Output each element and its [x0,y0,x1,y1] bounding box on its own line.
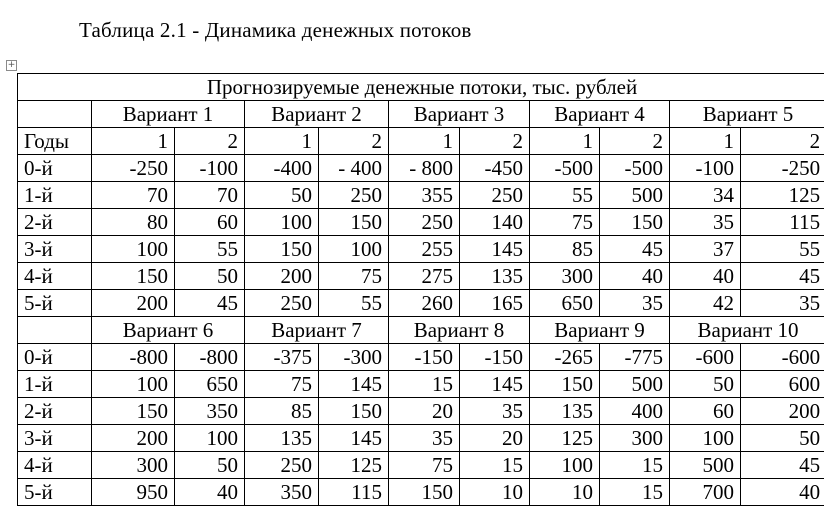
year-label: 1-й [18,371,92,398]
cash-flow-cell: 150 [319,398,389,425]
cash-flow-cell: 42 [670,290,741,317]
cash-flow-cell: 35 [670,209,741,236]
cash-flow-cell: 400 [600,398,670,425]
cash-flow-cell: -250 [92,155,175,182]
option-subheader: 2 [600,128,670,155]
table-row [18,398,824,425]
cash-flow-cell: 150 [530,371,600,398]
cash-flow-cell: 45 [175,290,245,317]
cash-flow-cell: -100 [670,155,741,182]
cash-flow-cell: 10 [460,479,530,506]
cash-flow-cell: 250 [245,290,319,317]
empty-header-cell [18,317,92,344]
cash-flow-cell: 350 [245,479,319,506]
table-row [18,479,824,506]
variant-header: Вариант 6 [92,317,245,344]
cash-flow-cell: 135 [460,263,530,290]
cash-flow-cell: 150 [600,209,670,236]
cash-flow-cell: 125 [319,452,389,479]
cash-flow-cell: 45 [741,263,824,290]
empty-header-cell [18,101,92,128]
cash-flow-cell: 45 [600,236,670,263]
cash-flow-cell: -100 [175,155,245,182]
cash-flow-cell: 15 [389,371,460,398]
cash-flow-cell: 40 [175,479,245,506]
cash-flow-cell: 75 [530,209,600,236]
year-label: 5-й [18,290,92,317]
cash-flow-cell: - 400 [319,155,389,182]
cash-flow-cell: -500 [530,155,600,182]
cash-flow-cell: 60 [175,209,245,236]
variant-header: Вариант 9 [530,317,670,344]
cash-flow-cell: 50 [175,263,245,290]
variant-header: Вариант 10 [670,317,824,344]
table-move-handle-icon[interactable]: + [7,60,16,70]
cash-flow-cell: 85 [245,398,319,425]
variant-header: Вариант 3 [389,101,530,128]
cash-flow-cell: -250 [741,155,824,182]
cash-flow-cell: 200 [92,425,175,452]
year-label: 4-й [18,263,92,290]
table-row [18,155,824,182]
option-subheader: 1 [670,128,741,155]
cash-flow-cell: 500 [600,371,670,398]
cash-flow-cell: 260 [389,290,460,317]
cash-flow-cell: 150 [389,479,460,506]
cash-flow-cell: 55 [319,290,389,317]
cash-flow-cell: 80 [92,209,175,236]
cash-flow-cell: 250 [460,182,530,209]
cash-flow-cell: 145 [460,371,530,398]
cash-flow-cell: 275 [389,263,460,290]
cash-flow-cell: -600 [670,344,741,371]
year-label: 1-й [18,182,92,209]
table-title: Прогнозируемые денежные потоки, тыс. рублей [18,74,824,101]
variant-header: Вариант 7 [245,317,389,344]
cash-flow-cell: 145 [319,425,389,452]
cash-flow-cell: 75 [245,371,319,398]
variant-header: Вариант 1 [92,101,245,128]
option-subheader: 1 [389,128,460,155]
cash-flow-cell: 70 [92,182,175,209]
cash-flow-cell: 165 [460,290,530,317]
table-row [18,182,824,209]
cash-flow-cell: -800 [92,344,175,371]
cash-flow-cell: 200 [92,290,175,317]
cash-flow-cell: 250 [319,182,389,209]
cash-flow-cell: 20 [460,425,530,452]
cash-flow-cell: 55 [175,236,245,263]
cash-flow-cell: 650 [530,290,600,317]
cash-flow-cell: 125 [741,182,824,209]
cash-flow-cell: -800 [175,344,245,371]
cash-flow-cell: 125 [530,425,600,452]
cash-flow-cell: 15 [600,452,670,479]
cash-flow-cell: 350 [175,398,245,425]
table-row [18,425,824,452]
cash-flow-cell: 20 [389,398,460,425]
cash-flow-cell: 35 [389,425,460,452]
cash-flow-cell: 37 [670,236,741,263]
table-row [18,371,824,398]
table-row [18,344,824,371]
cash-flow-cell: 250 [389,209,460,236]
option-subheader: 2 [319,128,389,155]
table-caption: Таблица 2.1 - Динамика денежных потоков [79,18,472,42]
cash-flow-cell: 150 [319,209,389,236]
table-row [18,236,824,263]
cash-flow-cell: 500 [600,182,670,209]
cash-flow-cell: 70 [175,182,245,209]
cash-flow-cell: 55 [741,236,824,263]
cash-flow-cell: 60 [670,398,741,425]
cash-flow-cell: 145 [319,371,389,398]
cash-flow-table [17,73,824,506]
cash-flow-cell: 600 [741,371,824,398]
year-label: 2-й [18,398,92,425]
cash-flow-cell: -450 [460,155,530,182]
cash-flow-cell: 40 [670,263,741,290]
cash-flow-cell: 15 [460,452,530,479]
cash-flow-cell: -775 [600,344,670,371]
cash-flow-cell: 50 [175,452,245,479]
cash-flow-cell: - 800 [389,155,460,182]
cash-flow-cell: 35 [460,398,530,425]
cash-flow-cell: 55 [530,182,600,209]
option-subheader: 1 [530,128,600,155]
cash-flow-cell: 34 [670,182,741,209]
cash-flow-cell: 115 [319,479,389,506]
variant-header: Вариант 5 [670,101,824,128]
cash-flow-cell: 355 [389,182,460,209]
cash-flow-cell: 100 [319,236,389,263]
cash-flow-cell: 100 [175,425,245,452]
cash-flow-cell: 50 [670,371,741,398]
cash-flow-cell: 150 [92,398,175,425]
cash-flow-cell: 500 [670,452,741,479]
table-row [18,263,824,290]
cash-flow-cell: 75 [319,263,389,290]
cash-flow-cell: 85 [530,236,600,263]
cash-flow-cell: 300 [92,452,175,479]
cash-flow-cell: 135 [245,425,319,452]
years-header: Годы [18,128,92,155]
cash-flow-cell: 35 [600,290,670,317]
cash-flow-cell: -265 [530,344,600,371]
option-subheader: 1 [92,128,175,155]
cash-flow-cell: 100 [530,452,600,479]
cash-flow-cell: 150 [92,263,175,290]
cash-flow-cell: 15 [600,479,670,506]
cash-flow-cell: 135 [530,398,600,425]
cash-flow-cell: 150 [245,236,319,263]
option-subheader: 2 [460,128,530,155]
cash-flow-cell: -600 [741,344,824,371]
cash-flow-cell: 200 [741,398,824,425]
table-row [18,209,824,236]
variant-header: Вариант 2 [245,101,389,128]
option-subheader: 1 [245,128,319,155]
variant-header: Вариант 4 [530,101,670,128]
year-label: 0-й [18,155,92,182]
table-row [18,452,824,479]
table-row [18,317,824,344]
cash-flow-cell: 200 [245,263,319,290]
year-label: 4-й [18,452,92,479]
cash-flow-cell: -500 [600,155,670,182]
variant-header: Вариант 8 [389,317,530,344]
cash-flow-cell: 100 [92,371,175,398]
cash-flow-cell: 115 [741,209,824,236]
year-label: 0-й [18,344,92,371]
cash-flow-cell: 145 [460,236,530,263]
cash-flow-cell: 10 [530,479,600,506]
cash-flow-cell: -375 [245,344,319,371]
table-row [18,101,824,128]
cash-flow-cell: 100 [92,236,175,263]
year-label: 5-й [18,479,92,506]
table-row [18,128,824,155]
cash-flow-cell: 650 [175,371,245,398]
table-row [18,74,824,101]
year-label: 3-й [18,425,92,452]
cash-flow-cell: 950 [92,479,175,506]
cash-flow-cell: 100 [670,425,741,452]
cash-flow-cell: 75 [389,452,460,479]
option-subheader: 2 [741,128,824,155]
cash-flow-cell: 255 [389,236,460,263]
cash-flow-cell: -150 [460,344,530,371]
table-row [18,290,824,317]
option-subheader: 2 [175,128,245,155]
cash-flow-cell: -400 [245,155,319,182]
cash-flow-cell: 35 [741,290,824,317]
cash-flow-cell: 40 [600,263,670,290]
cash-flow-cell: 40 [741,479,824,506]
year-label: 3-й [18,236,92,263]
cash-flow-cell: 700 [670,479,741,506]
cash-flow-cell: 50 [741,425,824,452]
cash-flow-cell: -150 [389,344,460,371]
cash-flow-cell: 300 [600,425,670,452]
cash-flow-cell: 50 [245,182,319,209]
cash-flow-cell: 300 [530,263,600,290]
cash-flow-cell: 140 [460,209,530,236]
cash-flow-cell: -300 [319,344,389,371]
cash-flow-cell: 100 [245,209,319,236]
cash-flow-cell: 45 [741,452,824,479]
cash-flow-cell: 250 [245,452,319,479]
year-label: 2-й [18,209,92,236]
